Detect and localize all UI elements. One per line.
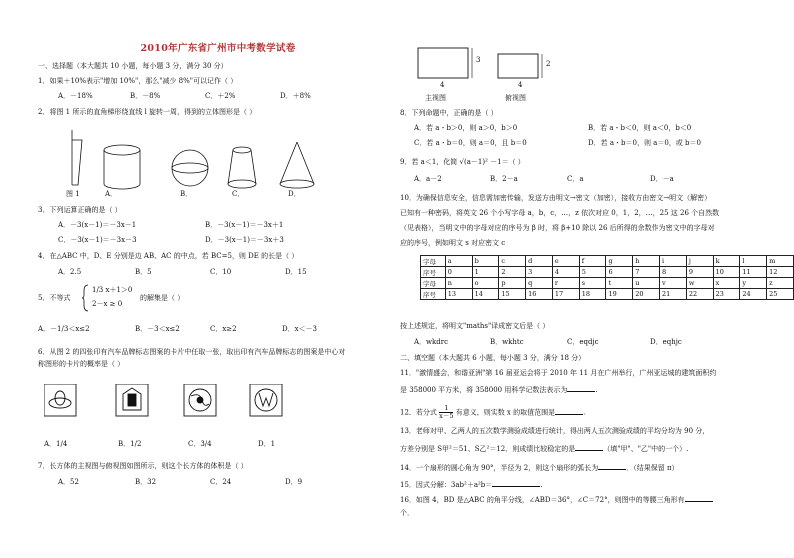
- logo-card-2: [116, 384, 148, 416]
- table-cell: k: [713, 256, 740, 267]
- q13-answer-blank[interactable]: [575, 443, 603, 451]
- q4-option-b: B．5: [135, 268, 152, 276]
- section-2-heading: 二、填空题（本大题共 6 小题，每小题 3 分，满分 18 分）: [400, 354, 586, 362]
- table-cell: 1: [472, 267, 499, 278]
- question-13-line-2: [400, 443, 688, 454]
- q2-option-c: C．: [232, 190, 245, 198]
- table-cell: 13: [445, 289, 472, 300]
- q16-answer-blank[interactable]: [685, 494, 713, 502]
- q11-answer-blank[interactable]: [567, 384, 595, 392]
- table-cell: b: [472, 256, 499, 267]
- table-cell: a: [445, 256, 472, 267]
- question-6-line-1: 6．从图 2 的四张印有汽车品牌标志图案的卡片中任取一张，取出印有汽车品牌标志的图案是中心对: [38, 348, 346, 356]
- table-cell: 12: [767, 267, 794, 278]
- table-cell: 3: [526, 267, 553, 278]
- table-row: [421, 267, 794, 278]
- table-cell: q: [526, 278, 553, 289]
- page-title: 2010年广东省广州市中考数学试卷: [140, 43, 296, 54]
- table-cell: 6: [606, 267, 633, 278]
- table-cell: e: [552, 256, 579, 267]
- table-cell: v: [660, 278, 687, 289]
- table-cell: l: [740, 256, 767, 267]
- trapezoid-figure: [72, 130, 82, 185]
- logo-card-4: [250, 384, 282, 416]
- table-cell: i: [660, 256, 687, 267]
- question-2: 2．将图 1 所示的直角梯形绕直线 l 旋转一周，得到的立体图形是（ ）: [38, 108, 257, 116]
- table-row: [421, 256, 794, 267]
- question-10-line-4: 应的序号，例如明文 s 对应密文 c: [400, 239, 506, 247]
- question-9: 9．若 a＜1，化简 √(a－1)² －1＝（ ）: [400, 158, 525, 166]
- q8-option-a: A．若 a・b＞0，则 a＞0，b＞0: [414, 124, 518, 132]
- q4-option-d: D．15: [285, 268, 307, 276]
- q14-text: 14．一个扇形的圆心角为 90°，半径为 2，则这个扇形的弧长为: [400, 464, 599, 472]
- table-cell: 17: [552, 289, 579, 300]
- dim-4-main: 4: [440, 81, 445, 89]
- q4-option-c: C．10: [210, 268, 232, 276]
- question-14: [400, 462, 679, 473]
- table-cell: t: [606, 278, 633, 289]
- question-1: 1．如果＋10%表示"增加 10%"，那么"减少 8%"可以记作（ ）: [38, 77, 238, 85]
- table-cell: x: [713, 278, 740, 289]
- question-11-line-1: 11．"激情盛会，和谐亚洲"第 16 届亚运会将于 2010 年 11 月在广州举行，广州亚运城的建筑面积约: [400, 369, 717, 377]
- q7-option-c: C．24: [210, 478, 232, 486]
- table-row: [421, 289, 794, 300]
- table-cell: h: [633, 256, 660, 267]
- q15-text: 15．因式分解：3ab²＋a²b＝: [400, 481, 493, 489]
- q5-end: 的解集是（ ）: [140, 294, 185, 302]
- table-cell: d: [526, 256, 553, 267]
- q14-end: ．（结果保留 π）: [626, 464, 679, 472]
- table-cell: w: [686, 278, 713, 289]
- table-cell: 10: [713, 267, 740, 278]
- section-1-heading: 一、选择题（本大题共 10 小题，每小题 3 分，满分 30 分）: [38, 62, 228, 70]
- question-6-line-2: 称图形的卡片的概率是（ ）: [38, 360, 125, 368]
- table-cell: m: [767, 256, 794, 267]
- q4-option-a: A．2.5: [58, 268, 82, 276]
- table-cell: 8: [660, 267, 687, 278]
- table-row: [421, 278, 794, 289]
- q12-end: 有意义，则实数 x 的取值范围是: [455, 408, 556, 417]
- q7-option-b: B．32: [135, 478, 157, 486]
- cylinder-figure: [104, 145, 140, 189]
- table-cell: 14: [472, 289, 499, 300]
- table-cell: 23: [713, 289, 740, 300]
- q5-option-b: B．－3＜x≤2: [135, 325, 180, 333]
- q1-option-d: D．＋8%: [280, 92, 311, 100]
- main-view-label: 主视图: [425, 94, 446, 102]
- q12-denominator: x－5: [439, 412, 454, 420]
- logo-card-1: [44, 384, 76, 416]
- question-10-end: 按上述规定，将明文"maths"译成密文后是（ ）: [400, 322, 550, 330]
- q10-option-b: B．wkhtc: [490, 338, 524, 346]
- table-cell: 0: [445, 267, 472, 278]
- q1-option-b: B．－8%: [130, 92, 161, 100]
- question-5: 5．不等式: [38, 294, 71, 302]
- question-16-end: 个．: [400, 509, 414, 517]
- q13-text: 方差分别是 S甲²＝51、S乙²＝12．则成绩比较稳定的是: [400, 445, 576, 453]
- q10-option-d: D．eqhjc: [650, 338, 682, 346]
- question-11-line-2: 是 358000 平方米，将 358000 用科学记数法表示为 .: [400, 386, 598, 394]
- question-16: [400, 494, 713, 505]
- q2-option-b: B．: [180, 190, 193, 198]
- q5-option-a: A．－1/3＜x≤2: [38, 325, 90, 333]
- table-cell: y: [740, 278, 767, 289]
- question-8: 8．下列命题中，正确的是（ ）: [400, 109, 498, 117]
- q12-answer-blank[interactable]: [555, 407, 583, 415]
- question-10-line-2: 已知有一种密码，将英文 26 个小写字母 a，b，c，…，z 依次对应 0，1，2，…，25 这 26 个自然数: [400, 209, 720, 217]
- question-12: 12．若分式 $\frac{1}{x-5}$ 有意义，则实数 x 的取值范围是 .: [400, 404, 586, 420]
- table-cell: u: [633, 278, 660, 289]
- table-cell: 15: [499, 289, 526, 300]
- q3-option-d: D．－3(x－1)＝－3x＋3: [205, 236, 284, 244]
- q7-views-figure: [414, 40, 554, 84]
- question-15: 15．因式分解：3ab²＋a²b＝ .: [400, 481, 543, 489]
- table-cell: 序号: [421, 289, 446, 300]
- table-cell: 7: [633, 267, 660, 278]
- table-cell: r: [552, 278, 579, 289]
- q2-option-d: D．: [288, 190, 301, 198]
- table-cell: z: [767, 278, 794, 289]
- q6-option-b: B．1/2: [118, 440, 142, 448]
- question-13-line-1: 13．老师对甲、乙两人的五次数学测验成绩进行统计，得出两人五次测验成绩的平均分均为 90 分，: [400, 427, 710, 435]
- q11-text: 是 358000 平方米，将 358000 用科学记数法表示为: [400, 386, 568, 394]
- sphere-figure: [172, 150, 208, 186]
- q9-option-a: A．a－2: [414, 175, 442, 183]
- q8-option-b: B．若 a・b＜0，则 a＜0，b＜0: [588, 124, 692, 132]
- table-cell: 20: [633, 289, 660, 300]
- q9-option-d: D．－a: [650, 175, 674, 183]
- question-10-line-3: （见表格），当明文中的字母对应的序号为 β 时，将 β+10 除以 26 后所得的余数作为密文中的字母对: [400, 224, 715, 232]
- table-cell: 19: [606, 289, 633, 300]
- system-brace: [82, 284, 90, 312]
- table-cell: o: [472, 278, 499, 289]
- question-3: 3．下列运算正确的是（ ）: [38, 206, 122, 214]
- table-cell: n: [445, 278, 472, 289]
- table-cell: 5: [579, 267, 606, 278]
- q9-option-b: B．2－a: [490, 175, 518, 183]
- q8-option-c: C．若 a・b＝0，则 a＝0，且 b＝0: [414, 139, 527, 147]
- q1-option-c: C．＋2%: [205, 92, 236, 100]
- dim-4-top: 4: [518, 81, 523, 89]
- table-cell: 16: [526, 289, 553, 300]
- q14-answer-blank[interactable]: [598, 462, 626, 470]
- q5-inequality-1: 1/3 x＋1＞0: [92, 286, 133, 294]
- q6-option-d: D．1: [258, 440, 276, 448]
- table-cell: j: [686, 256, 713, 267]
- q3-option-a: A．－3(x－1)＝－3x－1: [58, 221, 137, 229]
- q2-figure-label: 图 1: [66, 190, 80, 198]
- cone-figure: [280, 142, 314, 188]
- q12-fraction: [439, 405, 453, 420]
- table-cell: 2: [499, 267, 526, 278]
- q10-option-a: A．wkdrc: [414, 338, 449, 346]
- top-view-label: 俯视图: [505, 94, 526, 102]
- table-cell: s: [579, 278, 606, 289]
- q7-option-d: D．9: [285, 478, 303, 486]
- q10-option-c: C．eqdjc: [567, 338, 599, 346]
- q8-option-d: D．若 a・b＝0，则 a＝0，或 b＝0: [588, 139, 701, 147]
- q6-option-a: A．1/4: [44, 440, 68, 448]
- table-cell: 21: [660, 289, 687, 300]
- car-logo-cards: [44, 384, 294, 418]
- table-cell: 字母: [421, 256, 446, 267]
- q3-option-c: C．－3(x－1)＝－3x－3: [58, 236, 137, 244]
- table-cell: 11: [740, 267, 767, 278]
- q5-option-d: D．x＜－3: [282, 325, 318, 333]
- table-cell: f: [579, 256, 606, 267]
- table-cell: 序号: [421, 267, 446, 278]
- q5-option-c: C．x≥2: [210, 325, 237, 333]
- cipher-table: [420, 255, 794, 300]
- table-cell: 字母: [421, 278, 446, 289]
- question-10-line-1: 10．为确保信息安全，信息需加密传输，发送方由明文→密文（加密），接收方由密文→明文（解密）: [400, 194, 712, 202]
- q1-option-a: A．－18%: [58, 92, 93, 100]
- table-cell: 22: [686, 289, 713, 300]
- table-cell: p: [499, 278, 526, 289]
- dim-2: 2: [546, 60, 551, 68]
- q16-text: 16．如图 4，BD 是△ABC 的角平分线，∠ABD＝36°，∠C＝72°，则图中的等腰三角形有: [400, 496, 685, 504]
- table-cell: 25: [767, 289, 794, 300]
- question-4: 4．在△ABC 中，D、E 分别是边 AB、AC 的中点，若 BC=5，则 DE 的长是（ ）: [38, 252, 299, 260]
- q6-option-c: C．3/4: [188, 440, 212, 448]
- table-cell: 24: [740, 289, 767, 300]
- q12-numerator: 1: [439, 405, 453, 413]
- logo-card-3: [184, 384, 216, 416]
- table-cell: g: [606, 256, 633, 267]
- table-cell: 4: [552, 267, 579, 278]
- q13-end: （填"甲"、"乙"中的一个）.: [603, 445, 689, 453]
- q5-inequality-2: 2－x ≥ 0: [92, 300, 123, 308]
- q3-option-b: B．－3(x－1)＝－3x＋1: [205, 221, 284, 229]
- q9-option-c: C．a: [567, 175, 584, 183]
- question-7: 7．长方体的主视图与俯视图如图所示，则这个长方体的体积是（ ）: [38, 462, 248, 470]
- q12-text: 12．若分式: [400, 408, 437, 417]
- dim-3: 3: [476, 56, 481, 64]
- q7-option-a: A．52: [58, 478, 79, 486]
- table-cell: 18: [579, 289, 606, 300]
- table-cell: c: [499, 256, 526, 267]
- q15-answer-blank[interactable]: [492, 479, 540, 487]
- q2-option-a: A．: [105, 190, 118, 198]
- table-cell: 9: [686, 267, 713, 278]
- frustum-figure: [228, 147, 256, 188]
